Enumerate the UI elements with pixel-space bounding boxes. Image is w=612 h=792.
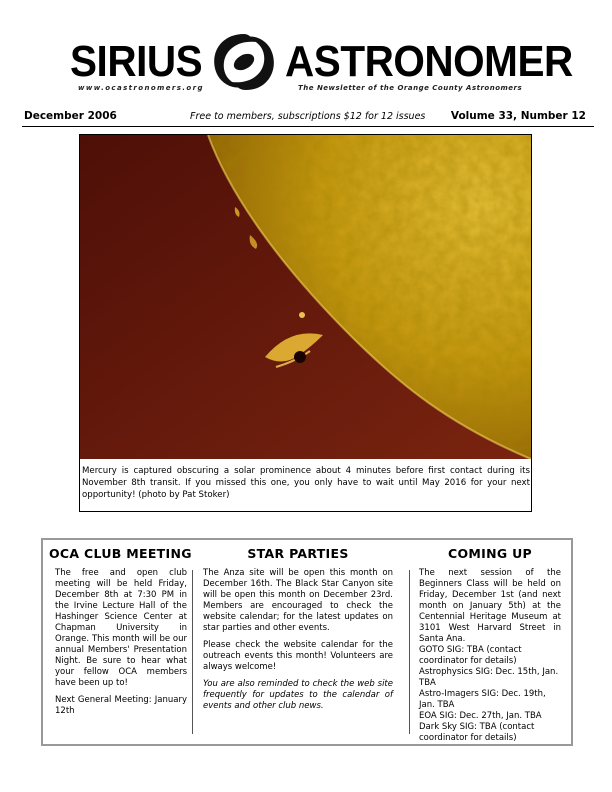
- subscription-note: Free to members, subscriptions $12 for 12 issues: [190, 111, 426, 122]
- photo-caption: Mercury is captured obscuring a solar prominence about 4 minutes before first contact during its November 8th transit. If you missed this one, you only have to wait until May 2016 for your next opportunity! (photo by Pat Stoker): [82, 466, 530, 500]
- club-meeting-heading: OCA CLUB MEETING: [49, 546, 192, 561]
- star-parties-body-3: You are also reminded to check the web site frequently for updates to the calendar of events and other club news.: [203, 679, 393, 711]
- mercury-transit-photo: [80, 135, 531, 459]
- club-meeting-body: The free and open club meeting will be held Friday, December 8th at 7:30 PM in the Irvine Lecture Hall of the Hashinger Science Center at Chapman University in Orange. This month will be our annual Members' Presentation Night. Be sure to hear what your fellow OCA members have been up to!: [55, 568, 187, 688]
- masthead-subtitle: The Newsletter of the Orange County Astronomers: [298, 84, 523, 92]
- masthead-url: www.ocastronomers.org: [78, 84, 204, 92]
- beginners-class-note: The next session of the Beginners Class will be held on Friday, December 1st (and next month on January 5th) at the Centennial Heritage Museum at 3101 West Harvard Street in Santa Ana.: [419, 568, 561, 644]
- issue-date: December 2006: [24, 110, 117, 122]
- next-meeting: Next General Meeting: January 12th: [55, 695, 187, 716]
- sig-item: GOTO SIG: TBA (contact coordinator for details): [419, 645, 522, 666]
- issue-bar: [22, 110, 594, 127]
- info-box: [41, 538, 573, 746]
- masthead: [0, 0, 612, 104]
- star-parties-heading: STAR PARTIES: [247, 546, 349, 561]
- column-divider: [192, 570, 193, 734]
- coming-up-heading: COMING UP: [448, 546, 532, 561]
- column-divider: [409, 570, 410, 734]
- issue-volume: Volume 33, Number 12: [450, 110, 586, 122]
- spiral-galaxy-logo-icon: [206, 24, 282, 100]
- cover-photo-box: [79, 134, 532, 512]
- star-parties-section: [203, 546, 393, 718]
- masthead-title-left: SIRIUS: [70, 37, 203, 86]
- star-parties-body-1: The Anza site will be open this month on December 16th. The Black Star Canyon site will be open this month on December 23rd. Members are encouraged to check the website calendar; for the latest updates on star parties and other events.: [203, 568, 393, 633]
- masthead-title-right: ASTRONOMER: [285, 37, 573, 86]
- coming-up-section: [419, 546, 561, 744]
- sig-item: EOA SIG: Dec. 27th, Jan. TBA: [419, 711, 542, 721]
- star-parties-body-2: Please check the website calendar for the outreach events this month! Volunteers are always welcome!: [203, 640, 393, 672]
- sig-item: Astro-Imagers SIG: Dec. 19th, Jan. TBA: [419, 689, 546, 710]
- club-meeting-section: [49, 546, 192, 723]
- sig-item: Astrophysics SIG: Dec. 15th, Jan. TBA: [419, 667, 559, 688]
- sig-item: Dark Sky SIG: TBA (contact coordinator for details): [419, 722, 535, 743]
